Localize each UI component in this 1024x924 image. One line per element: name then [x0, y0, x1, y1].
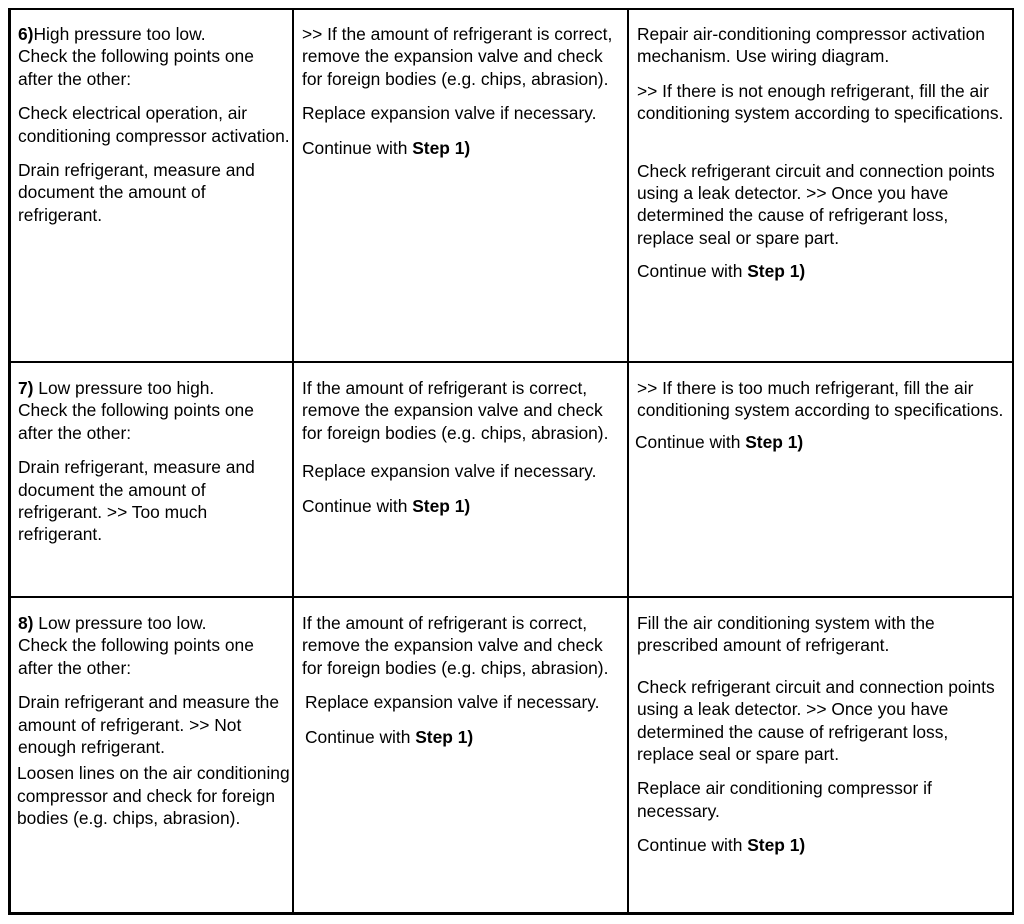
remedy-text: Replace air conditioning compressor if necessary. [637, 778, 932, 821]
step-link: Step 1) [747, 261, 806, 282]
continue-line: Continue with Step 1) [635, 431, 804, 452]
cause-cell [302, 377, 622, 528]
step-intro: Check the following points one after the other: [18, 46, 254, 89]
cause-text: Replace expansion valve if necessary. [302, 103, 597, 124]
step-title: Low pressure too low. [33, 613, 207, 633]
cause-cell [302, 612, 622, 759]
check-item: Drain refrigerant, measure and document the amount of refrigerant. [18, 160, 255, 225]
cause-text: >> If the amount of refrigerant is correct, remove the expansion valve and check for foreign bodies (e.g. chips, abrasion). [302, 24, 613, 89]
table-border-left [8, 8, 11, 914]
cause-text: Replace expansion valve if necessary. [302, 461, 597, 482]
table-row [18, 612, 290, 841]
step-title: High pressure too low. [33, 24, 206, 44]
step-heading [18, 377, 290, 399]
continue-line: Continue with Step 1) [637, 261, 806, 282]
step-link: Step 1) [745, 431, 804, 452]
table-row [18, 23, 290, 237]
step-link: Step 1) [412, 137, 471, 158]
continue-line: Continue with Step 1) [637, 835, 806, 856]
remedy-text: >> If there is not enough refrigerant, fill the air conditioning system according to specifications. [637, 80, 1004, 124]
cause-text: If the amount of refrigerant is correct, remove the expansion valve and check for foreign bodies (e.g. chips, abrasion). [302, 613, 609, 678]
table-border-right [1012, 8, 1014, 914]
step-intro: Check the following points one after the other: [18, 400, 254, 443]
check-item: Check electrical operation, air conditioning compressor activation. [18, 103, 290, 146]
continue-line: Continue with Step 1) [305, 726, 474, 747]
remedy-cell [637, 377, 1007, 464]
remedy-cell [637, 23, 1007, 294]
step-intro: Check the following points one after the other: [18, 635, 254, 678]
cause-text: Replace expansion valve if necessary. [305, 692, 600, 713]
step-number: 8) [18, 613, 34, 633]
table-divider-row1 [8, 361, 1014, 363]
step-link: Step 1) [747, 835, 806, 856]
step-number: 6) [18, 24, 34, 44]
step-title: Low pressure too high. [33, 378, 215, 398]
table-row [18, 377, 290, 557]
check-item: Drain refrigerant, measure and document the amount of refrigerant. >> Too much refrigerant. [18, 457, 255, 545]
step-heading [18, 612, 290, 634]
step-heading [18, 23, 290, 45]
continue-line: Continue with Step 1) [302, 495, 471, 516]
cause-cell [302, 23, 622, 170]
check-item: Drain refrigerant and measure the amount of refrigerant. >> Not enough refrigerant. [18, 692, 279, 758]
remedy-cell [637, 612, 1007, 868]
step-link: Step 1) [412, 495, 471, 516]
remedy-text: >> If there is too much refrigerant, fill the air conditioning system according to specifications. [637, 378, 1004, 421]
remedy-text: Check refrigerant circuit and connection points using a leak detector. >> Once you have determined the cause of refrigerant loss, replace seal or spare part. [637, 160, 995, 248]
check-item: Loosen lines on the air conditioning compressor and check for foreign bodies (e.g. chips, abrasion). [17, 763, 290, 829]
step-link: Step 1) [415, 726, 474, 747]
table-divider-col1 [292, 8, 294, 914]
table-divider-row2 [8, 596, 1014, 598]
cause-text: If the amount of refrigerant is correct, remove the expansion valve and check for foreign bodies (e.g. chips, abrasion). [302, 378, 609, 443]
remedy-text: Check refrigerant circuit and connection points using a leak detector. >> Once you have determined the cause of refrigerant loss, replace seal or spare part. [637, 676, 995, 765]
continue-line: Continue with Step 1) [302, 137, 471, 158]
table-divider-col2 [627, 8, 629, 914]
remedy-text: Repair air-conditioning compressor activation mechanism. Use wiring diagram. [637, 24, 985, 67]
table-border-bottom [8, 912, 1014, 915]
remedy-text: Fill the air conditioning system with the prescribed amount of refrigerant. [637, 613, 935, 656]
table-border-top [8, 8, 1014, 10]
step-number: 7) [18, 378, 34, 398]
